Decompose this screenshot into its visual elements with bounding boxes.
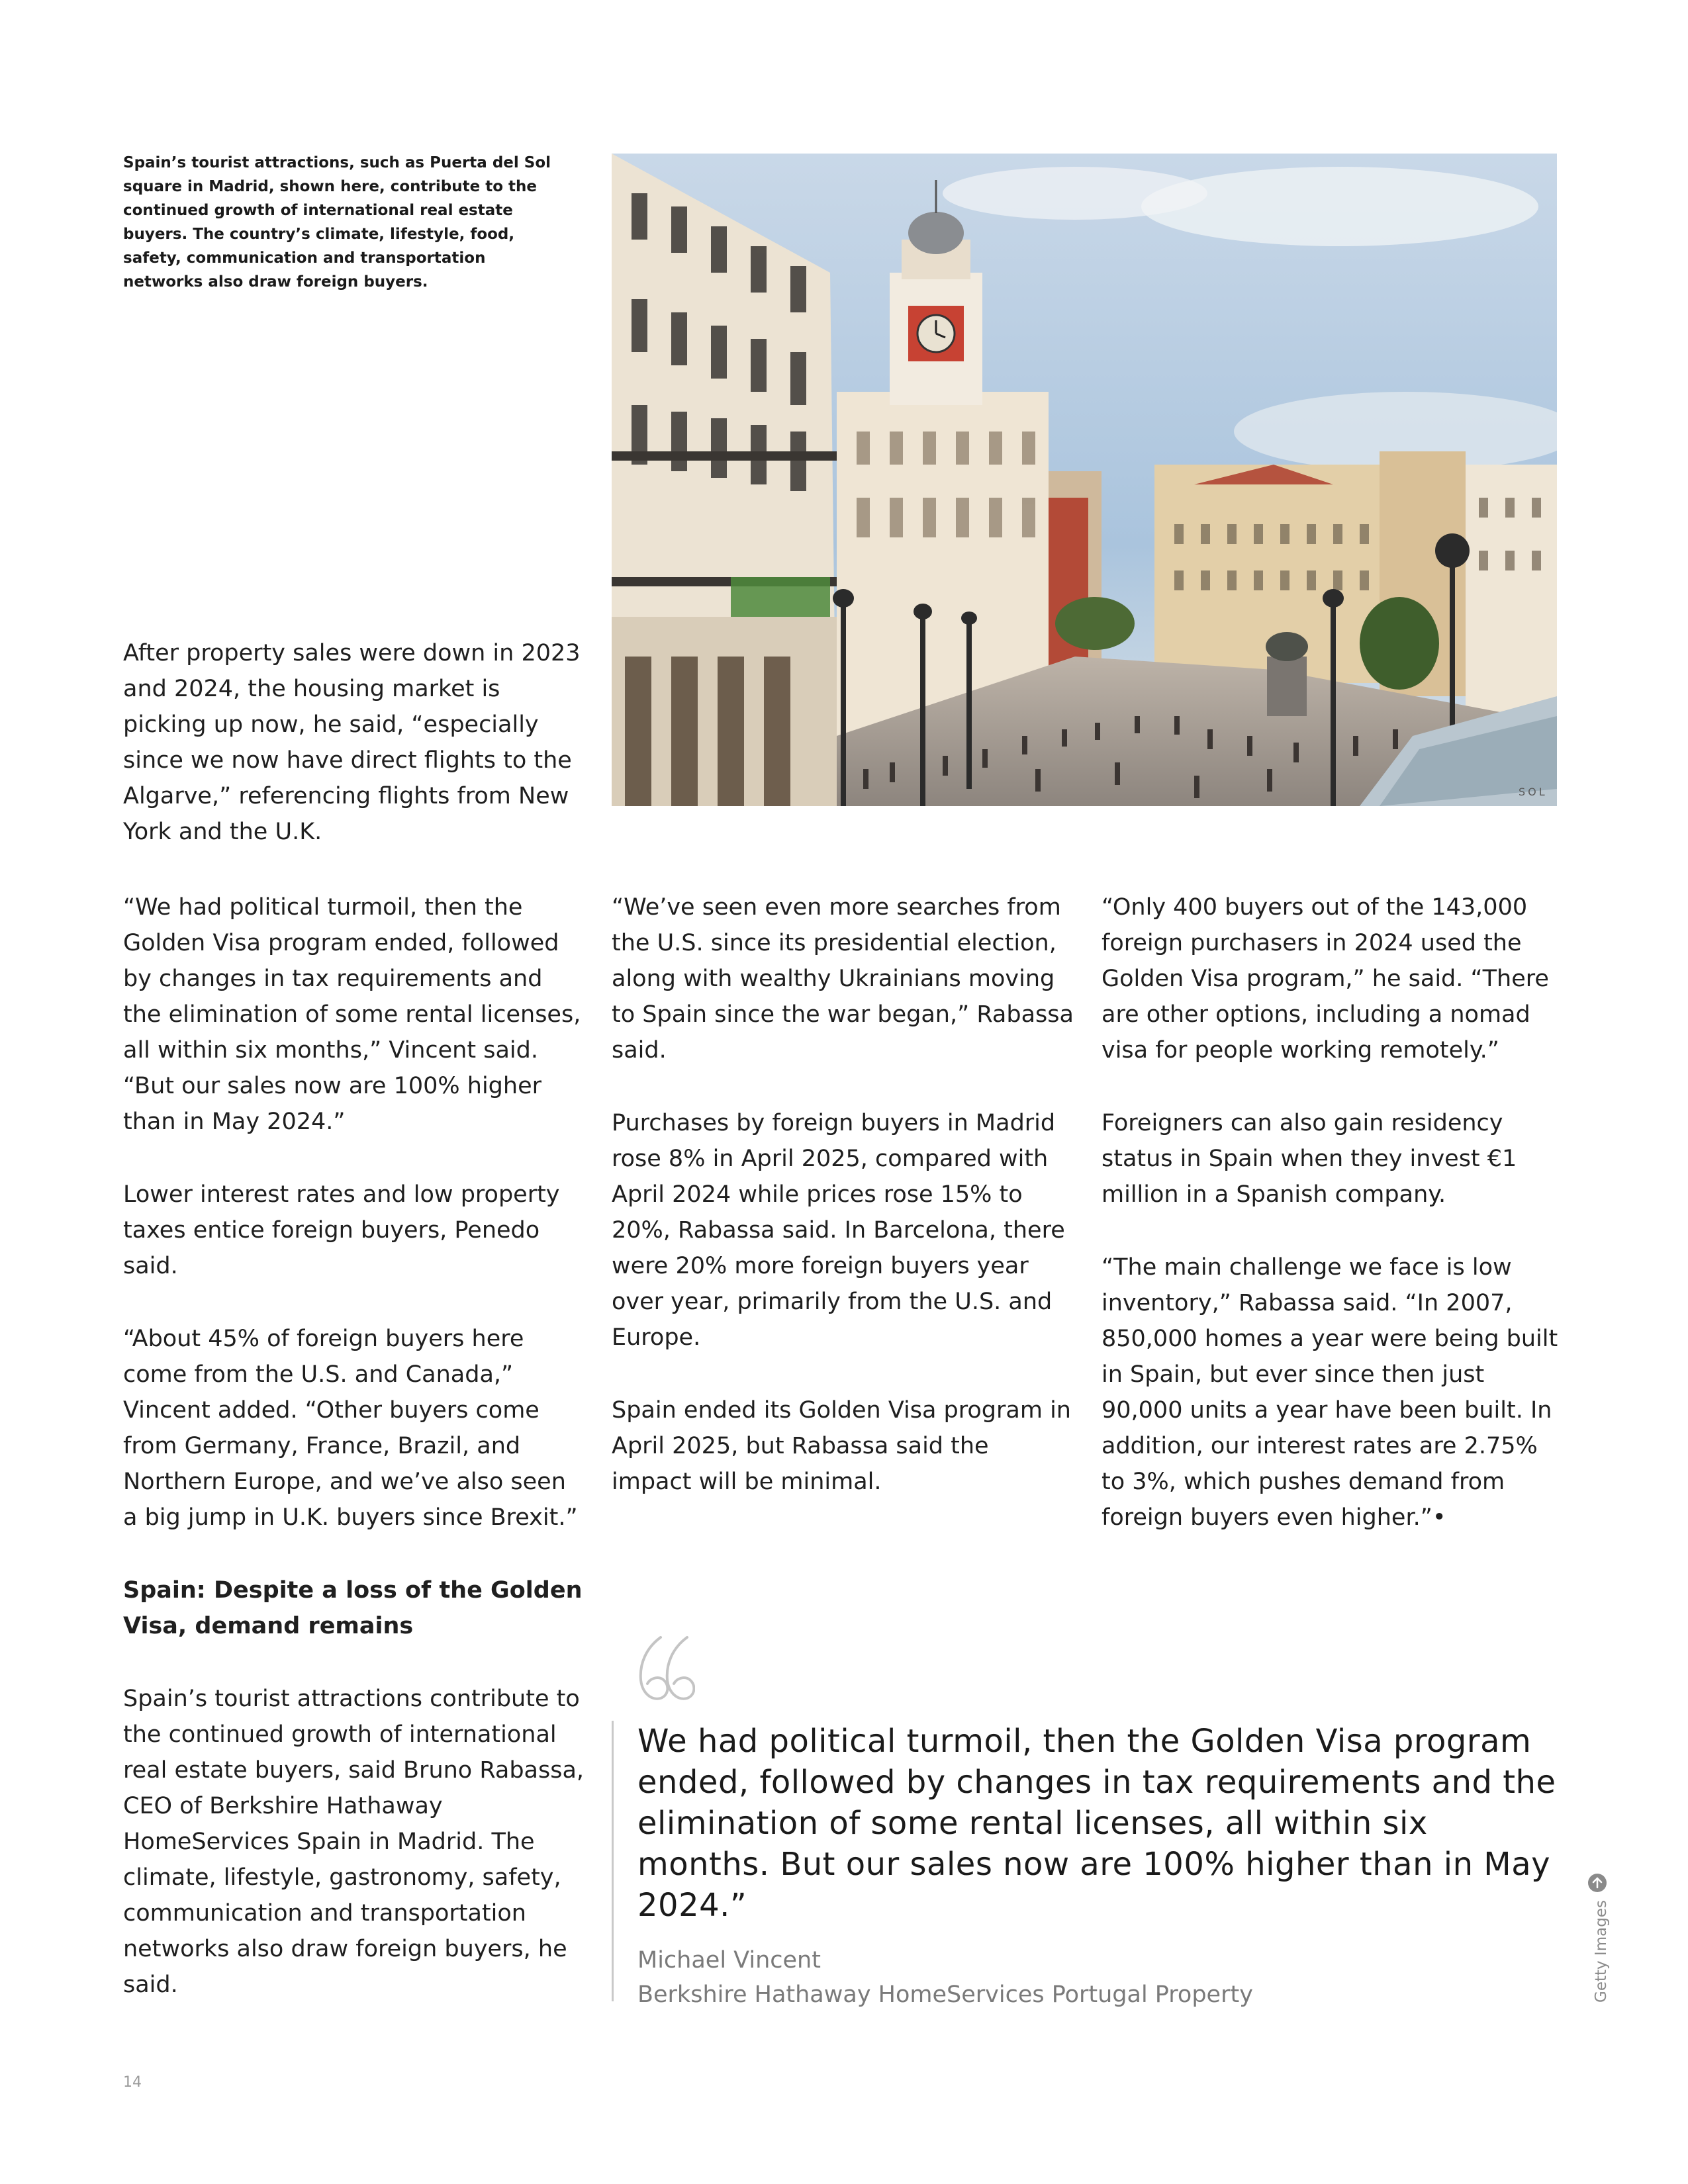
paragraph: Purchases by foreign buyers in Madrid rose 8% in April 2025, compared with April 2024 while prices rose 15% to 20%, Rabassa said. In Barcelona, there were 20% more foreign buyers year over year, primarily from the U.S. and Europe. (612, 1110, 1065, 1351)
column-2 (612, 889, 1075, 1537)
attribution-company: Berkshire Hathaway HomeServices Portugal Property (637, 1981, 1253, 2008)
page-number: 14 (123, 2074, 142, 2091)
metro-sign-text: SOL (1519, 786, 1548, 798)
column-1 (123, 889, 586, 2040)
paragraph: “The main challenge we face is low inventory,” Rabassa said. “In 2007, 850,000 homes a year were being built in Spain, but ever since then just 90,000 units a year have been built. In addition, our interest rates are 2.75% to 3%, which pushes demand from foreign buyers even higher.”• (1102, 1254, 1558, 1531)
paragraph: Spain ended its Golden Visa program in April 2025, but Rabassa said the impact will be minimal. (612, 1397, 1071, 1495)
column-1-intro (123, 635, 586, 887)
pull-quote-text: We had political turmoil, then the Golden Visa program ended, followed by changes in tax requirements and the elimination of some rental licenses, all within six months. But our sales now are 100% higher than in May 2024.” (637, 1723, 1556, 1924)
paragraph: “About 45% of foreign buyers here come from the U.S. and Canada,” Vincent added. “Other buyers come from Germany, France, Brazil, and Northern Europe, and we’ve also seen a big jump in U.K. buyers since Brexit.” (123, 1326, 578, 1531)
photo-credit-text: Getty Images (1593, 1900, 1610, 2003)
paragraph: After property sales were down in 2023 and 2024, the housing market is picking up now, he said, “especially since we now have direct flights to the Algarve,” referencing flights from New York and the U.K. (123, 640, 581, 845)
paragraph: Foreigners can also gain residency status in Spain when they invest €1 million in a Spanish company. (1102, 1110, 1517, 1208)
photo-caption: Spain’s tourist attractions, such as Puerta del Sol square in Madrid, shown here, contribute to the continued growth of international real estate buyers. The country’s climate, lifestyle, food, safety, communication and transportation networks also draw foreign buyers. (123, 154, 551, 291)
column-3 (1102, 889, 1565, 1572)
attribution-name: Michael Vincent (637, 1947, 821, 1974)
photo-credit (1578, 1873, 1618, 2005)
pull-quote (612, 1721, 1565, 2008)
puerta-del-sol-photo (612, 154, 1557, 806)
quote-mark-icon (635, 1632, 695, 1705)
arrow-up-circle-icon (1587, 1873, 1607, 1893)
paragraph: “We’ve seen even more searches from the U.S. since its presidential election, along with wealthy Ukrainians moving to Spain since the war began,” Rabassa said. (612, 894, 1074, 1064)
paragraph: Lower interest rates and low property taxes entice foreign buyers, Penedo said. (123, 1181, 560, 1279)
paragraph: “We had political turmoil, then the Golden Visa program ended, followed by changes in tax requirements and the elimination of some rental licenses, all within six months,” Vincent said. “But our sales now are 100% higher than in May 2024.” (123, 894, 581, 1135)
section-heading: Spain: Despite a loss of the Golden Visa, demand remains (123, 1577, 583, 1639)
pull-quote-attribution (637, 1943, 1565, 2012)
paragraph: “Only 400 buyers out of the 143,000 foreign purchasers in 2024 used the Golden Visa program,” he said. “There are other options, including a nomad visa for people working remotely.” (1102, 894, 1549, 1064)
paragraph: Spain’s tourist attractions contribute to the continued growth of international real estate buyers, said Bruno Rabassa, CEO of Berkshire Hathaway HomeServices Spain in Madrid. The climate, lifestyle, gastronomy, safety, communication and transportation networks also draw foreign buyers, he said. (123, 1686, 585, 1998)
